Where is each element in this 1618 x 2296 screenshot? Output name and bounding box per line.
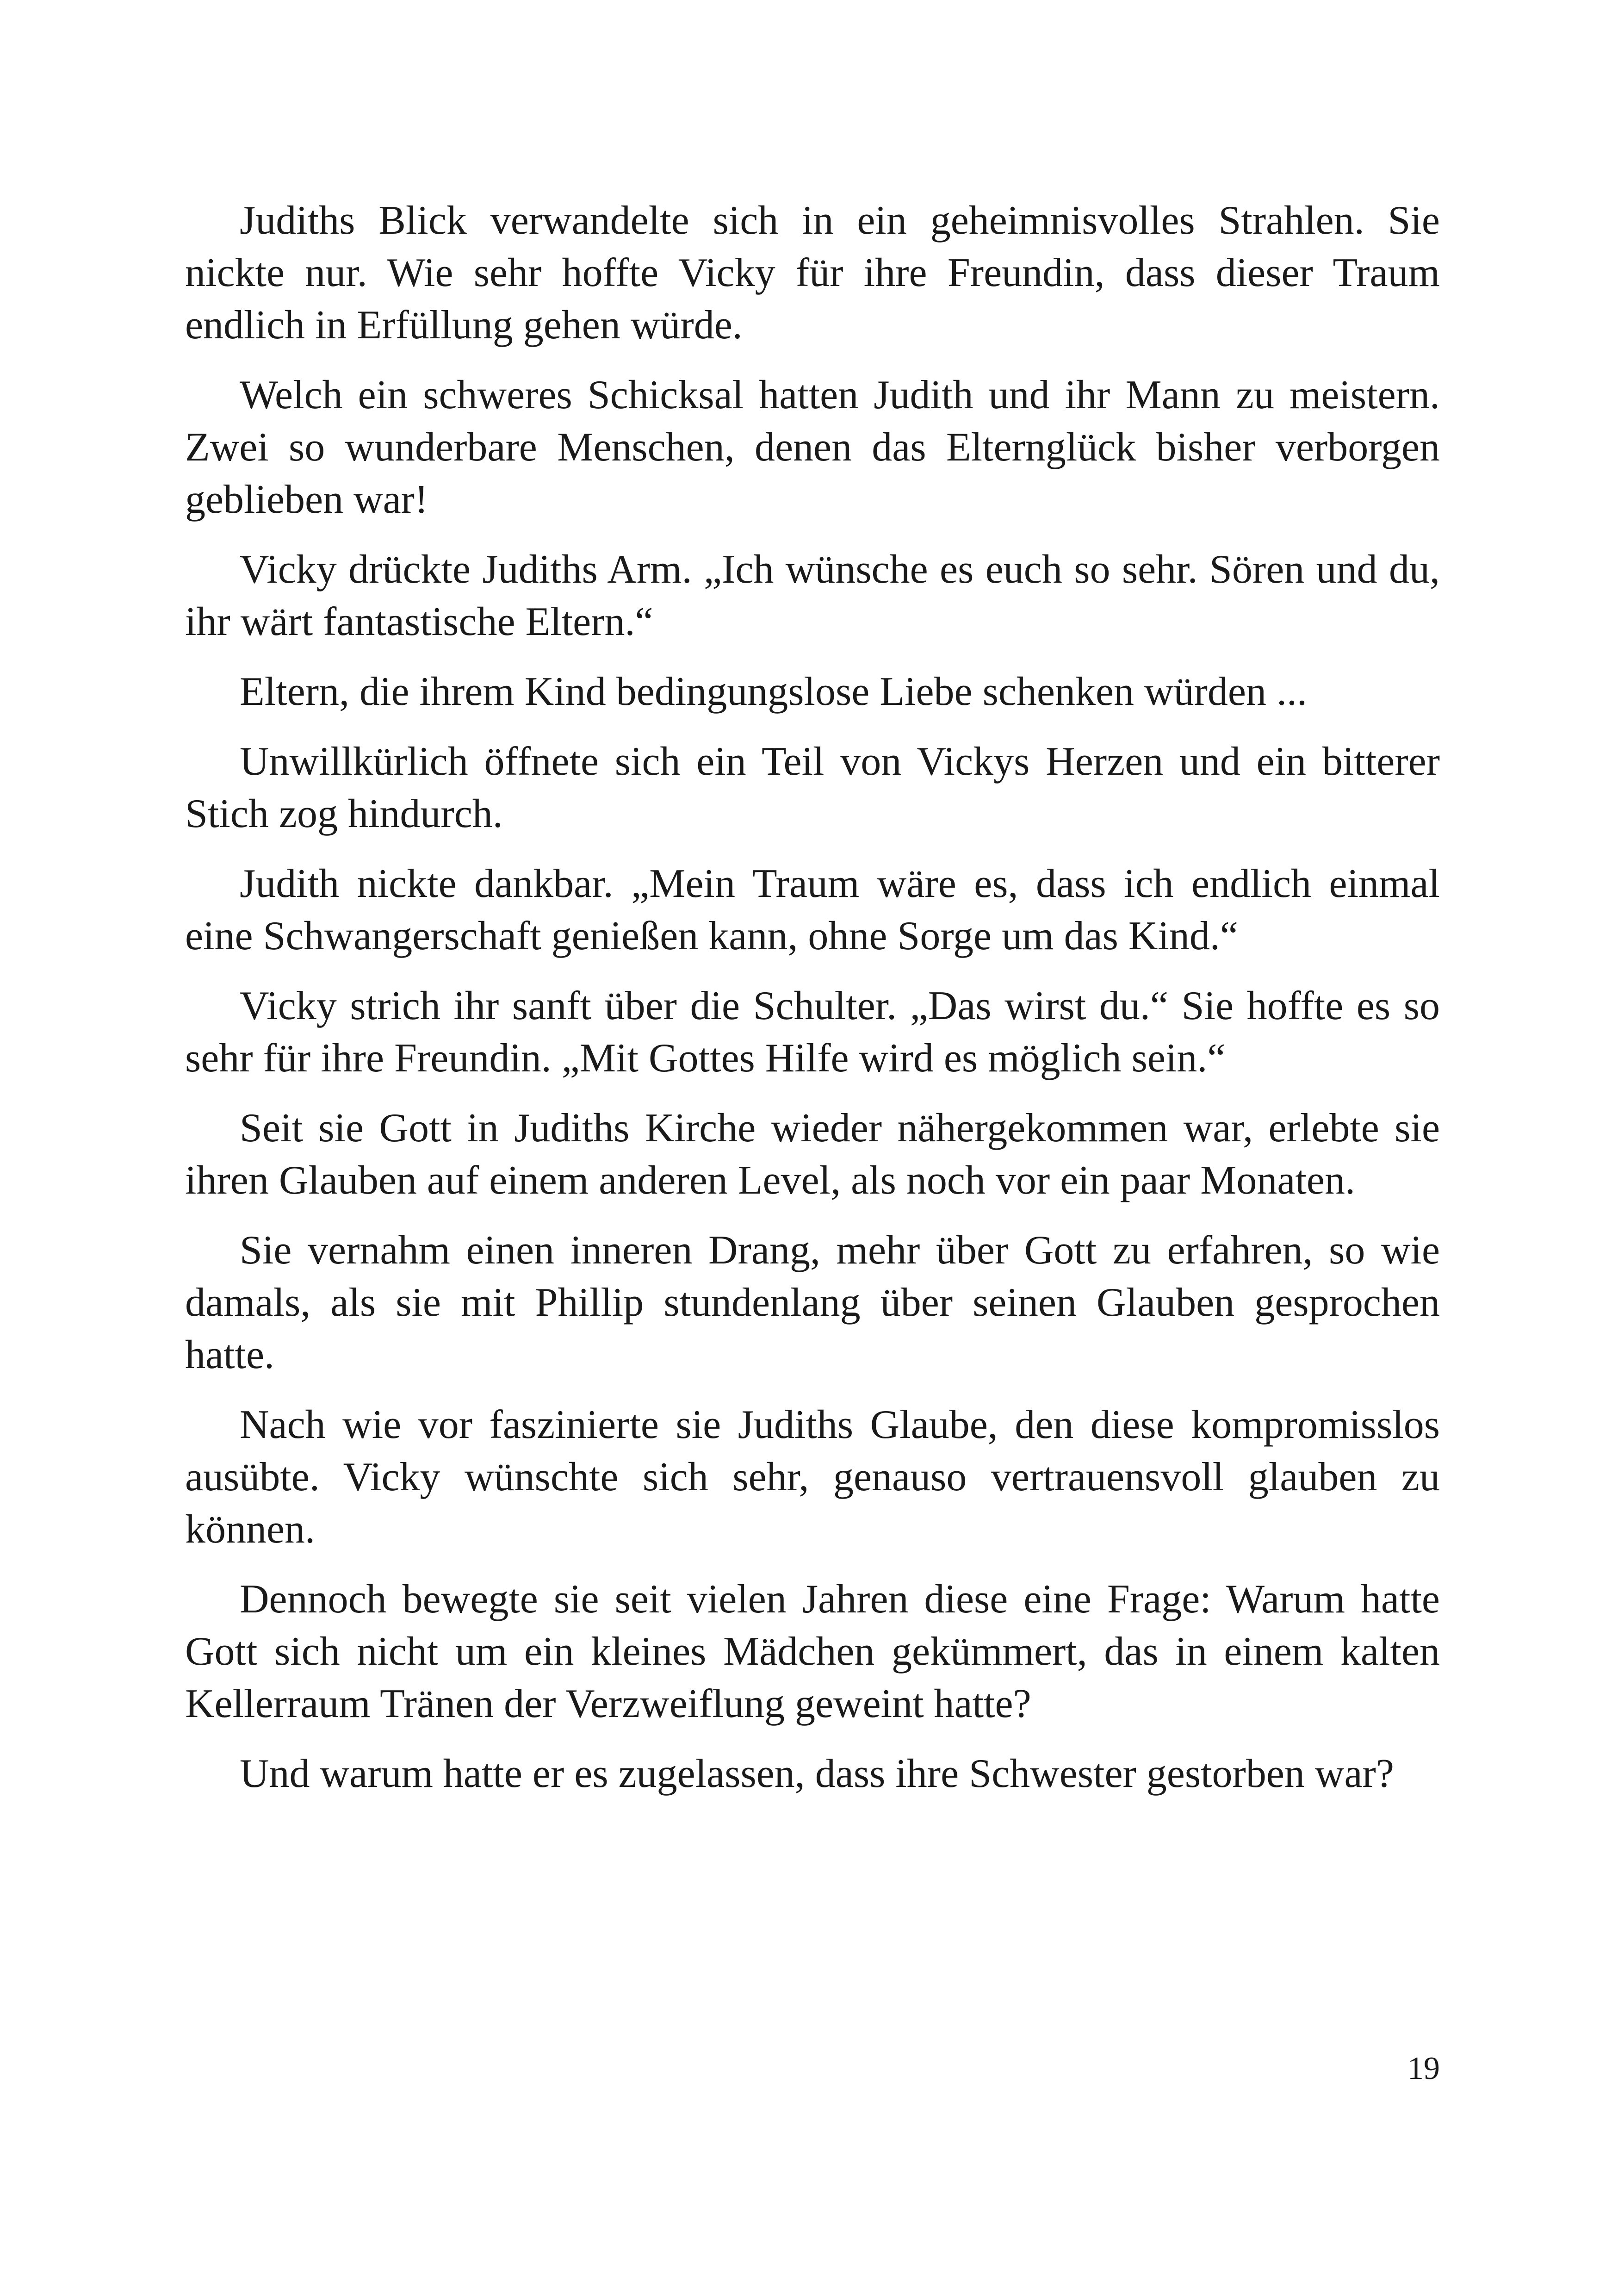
paragraph: Judiths Blick verwandelte sich in ein geheimnisvolles Strahlen. Sie nickte nur. Wie sehr hoffte Vicky für ihre Freundin, dass dieser Traum endlich in Erfüllung gehen würde. [185,198,1440,348]
paragraph: Dennoch bewegte sie seit vielen Jahren diese eine Frage: Warum hatte Gott sich nicht um ein kleines Mädchen gekümmert, das in einem kalten Kellerraum Tränen der Verzweiflung geweint hatte? [185,1577,1440,1726]
paragraph: Vicky strich ihr sanft über die Schulter. „Das wirst du.“ Sie hoffte es so sehr für ihre Freundin. „Mit Gottes Hilfe wird es möglich sein.“ [185,983,1440,1081]
body-text [185,194,1440,1817]
paragraph: Judith nickte dankbar. „Mein Traum wäre es, dass ich endlich einmal eine Schwangerschaft genießen kann, ohne Sorge um das Kind.“ [185,861,1440,958]
paragraph: Eltern, die ihrem Kind bedingungslose Liebe schenken würden ... [240,669,1307,714]
paragraph: Nach wie vor faszinierte sie Judiths Glaube, den diese kompromisslos ausübte. Vicky wünschte sich sehr, genauso vertrauensvoll glauben zu können. [185,1402,1440,1552]
paragraph: Vicky drückte Judiths Arm. „Ich wünsche es euch so sehr. Sören und du, ihr wärt fantastische Eltern.“ [185,547,1440,644]
page-number: 19 [1407,2051,1440,2086]
paragraph: Und warum hatte er es zugelassen, dass ihre Schwester gestorben war? [240,1751,1394,1796]
paragraph: Unwillkürlich öffnete sich ein Teil von Vickys Herzen und ein bitterer Stich zog hindurch. [185,739,1440,836]
paragraph: Sie vernahm einen inneren Drang, mehr über Gott zu erfahren, so wie damals, als sie mit Phillip stundenlang über seinen Glauben gesprochen hatte. [185,1228,1440,1377]
paragraph: Welch ein schweres Schicksal hatten Judith und ihr Mann zu meistern. Zwei so wunderbare Menschen, denen das Elternglück bisher verborgen geblieben war! [185,373,1440,522]
paragraph: Seit sie Gott in Judiths Kirche wieder nähergekommen war, erlebte sie ihren Glauben auf einem anderen Level, als noch vor ein paar Monaten. [185,1106,1440,1203]
